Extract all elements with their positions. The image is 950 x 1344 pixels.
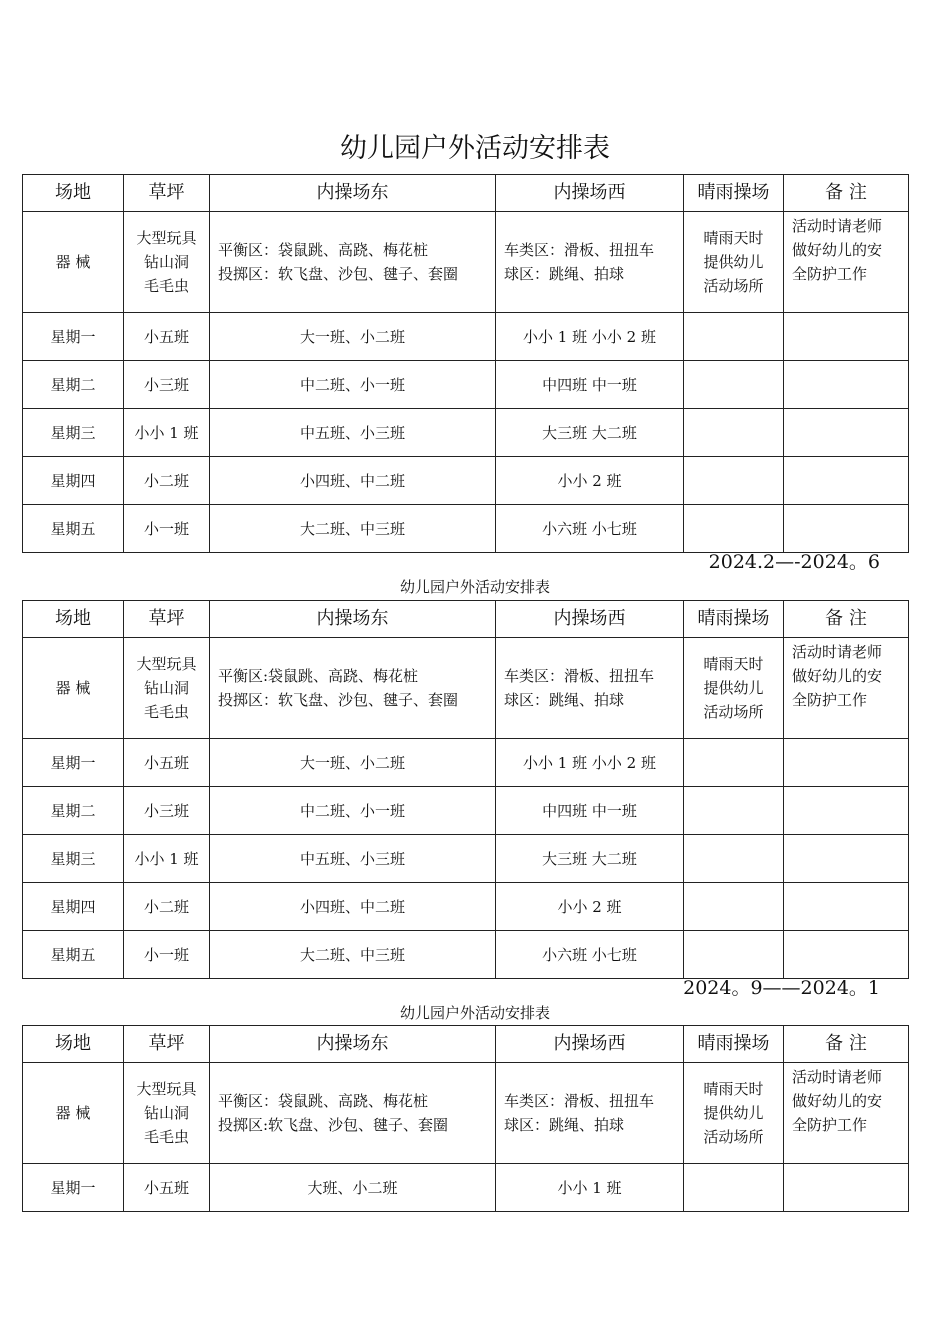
note-cell	[784, 739, 909, 787]
day-cell: 星期二	[23, 361, 124, 409]
schedule-table-2	[22, 600, 909, 979]
rain-cell	[684, 931, 784, 979]
east-equipment: 平衡区：袋鼠跳、高跷、梅花桩 投掷区：软飞盘、沙包、毽子、套圈	[210, 212, 496, 313]
west-cell: 大三班 大二班	[496, 835, 684, 883]
rain-cell	[684, 787, 784, 835]
table-row	[23, 883, 909, 931]
east-cell: 大二班、中三班	[210, 505, 496, 553]
lawn-equipment: 大型玩具 钻山洞 毛毛虫	[124, 1063, 210, 1164]
schedule-table-3	[22, 1025, 909, 1212]
header-cell: 内操场西	[496, 1026, 684, 1063]
table-row	[23, 787, 909, 835]
day-cell: 星期一	[23, 739, 124, 787]
header-cell: 内操场西	[496, 175, 684, 212]
rain-cell	[684, 835, 784, 883]
header-cell: 晴雨操场	[684, 175, 784, 212]
lawn-cell: 小二班	[124, 883, 210, 931]
west-cell: 小六班 小七班	[496, 505, 684, 553]
rain-cell	[684, 739, 784, 787]
header-row	[23, 175, 909, 212]
header-row	[23, 601, 909, 638]
lawn-cell: 小三班	[124, 361, 210, 409]
note-cell	[784, 361, 909, 409]
header-cell: 草坪	[124, 601, 210, 638]
remarks-note: 活动时请老师 做好幼儿的安 全防护工作	[784, 212, 909, 313]
east-cell: 大班、小二班	[210, 1164, 496, 1212]
note-cell	[784, 835, 909, 883]
west-equipment: 车类区：滑板、扭扭车 球区：跳绳、拍球	[496, 638, 684, 739]
rain-field-note: 晴雨天时 提供幼儿 活动场所	[684, 212, 784, 313]
note-cell	[784, 883, 909, 931]
west-cell: 小六班 小七班	[496, 931, 684, 979]
equipment-label: 器 械	[23, 638, 124, 739]
remarks-note: 活动时请老师 做好幼儿的安 全防护工作	[784, 1063, 909, 1164]
header-cell: 草坪	[124, 175, 210, 212]
header-cell: 草坪	[124, 1026, 210, 1063]
west-cell: 中四班 中一班	[496, 787, 684, 835]
note-cell	[784, 787, 909, 835]
day-cell: 星期一	[23, 313, 124, 361]
west-equipment: 车类区：滑板、扭扭车 球区：跳绳、拍球	[496, 212, 684, 313]
header-cell: 内操场东	[210, 601, 496, 638]
table-row	[23, 835, 909, 883]
day-cell: 星期一	[23, 1164, 124, 1212]
table-row	[23, 931, 909, 979]
table-title: 幼儿园户外活动安排表	[399, 1004, 550, 1022]
table-row	[23, 739, 909, 787]
day-cell: 星期二	[23, 787, 124, 835]
note-cell	[784, 313, 909, 361]
header-cell: 备 注	[784, 601, 909, 638]
header-cell: 内操场东	[210, 1026, 496, 1063]
east-cell: 小四班、中二班	[210, 457, 496, 505]
west-cell: 小小 2 班	[496, 883, 684, 931]
date-range: 2024。9——2024。1	[683, 977, 880, 999]
note-cell	[784, 1164, 909, 1212]
schedule-table-1	[22, 174, 909, 553]
equipment-label: 器 械	[23, 1063, 124, 1164]
header-cell: 内操场东	[210, 175, 496, 212]
west-cell: 小小 1 班 小小 2 班	[496, 739, 684, 787]
header-cell: 场地	[23, 1026, 124, 1063]
west-cell: 小小 2 班	[496, 457, 684, 505]
header-cell: 备 注	[784, 175, 909, 212]
day-cell: 星期三	[23, 835, 124, 883]
west-cell: 中四班 中一班	[496, 361, 684, 409]
table-row	[23, 313, 909, 361]
note-cell	[784, 409, 909, 457]
equipment-row	[23, 212, 909, 313]
rain-field-note: 晴雨天时 提供幼儿 活动场所	[684, 1063, 784, 1164]
west-cell: 小小 1 班 小小 2 班	[496, 313, 684, 361]
lawn-cell: 小一班	[124, 931, 210, 979]
note-cell	[784, 457, 909, 505]
lawn-cell: 小二班	[124, 457, 210, 505]
header-cell: 备 注	[784, 1026, 909, 1063]
header-cell: 场地	[23, 601, 124, 638]
equipment-row	[23, 638, 909, 739]
date-range: 2024.2—-2024。6	[708, 551, 880, 573]
rain-cell	[684, 457, 784, 505]
rain-cell	[684, 361, 784, 409]
header-row	[23, 1026, 909, 1063]
header-cell: 晴雨操场	[684, 1026, 784, 1063]
east-cell: 中二班、小一班	[210, 787, 496, 835]
table-row	[23, 361, 909, 409]
rain-cell	[684, 409, 784, 457]
east-cell: 大一班、小二班	[210, 313, 496, 361]
day-cell: 星期三	[23, 409, 124, 457]
west-cell: 大三班 大二班	[496, 409, 684, 457]
lawn-cell: 小五班	[124, 1164, 210, 1212]
note-cell	[784, 931, 909, 979]
west-cell: 小小 1 班	[496, 1164, 684, 1212]
header-cell: 晴雨操场	[684, 601, 784, 638]
east-cell: 小四班、中二班	[210, 883, 496, 931]
lawn-cell: 小五班	[124, 313, 210, 361]
lawn-cell: 小一班	[124, 505, 210, 553]
east-cell: 中五班、小三班	[210, 835, 496, 883]
east-cell: 中五班、小三班	[210, 409, 496, 457]
day-cell: 星期五	[23, 931, 124, 979]
lawn-cell: 小五班	[124, 739, 210, 787]
east-cell: 中二班、小一班	[210, 361, 496, 409]
table-row	[23, 505, 909, 553]
table-row	[23, 409, 909, 457]
page-title: 幼儿园户外活动安排表	[340, 133, 610, 164]
equipment-row	[23, 1063, 909, 1164]
note-cell	[784, 505, 909, 553]
lawn-equipment: 大型玩具 钻山洞 毛毛虫	[124, 212, 210, 313]
west-equipment: 车类区：滑板、扭扭车 球区：跳绳、拍球	[496, 1063, 684, 1164]
day-cell: 星期四	[23, 883, 124, 931]
east-cell: 大二班、中三班	[210, 931, 496, 979]
rain-cell	[684, 1164, 784, 1212]
lawn-cell: 小小 1 班	[124, 409, 210, 457]
remarks-note: 活动时请老师 做好幼儿的安 全防护工作	[784, 638, 909, 739]
rain-cell	[684, 505, 784, 553]
east-equipment: 平衡区：袋鼠跳、高跷、梅花桩 投掷区:软飞盘、沙包、毽子、套圈	[210, 1063, 496, 1164]
rain-cell	[684, 883, 784, 931]
table-row	[23, 1164, 909, 1212]
lawn-equipment: 大型玩具 钻山洞 毛毛虫	[124, 638, 210, 739]
lawn-cell: 小小 1 班	[124, 835, 210, 883]
lawn-cell: 小三班	[124, 787, 210, 835]
header-cell: 场地	[23, 175, 124, 212]
rain-field-note: 晴雨天时 提供幼儿 活动场所	[684, 638, 784, 739]
day-cell: 星期五	[23, 505, 124, 553]
header-cell: 内操场西	[496, 601, 684, 638]
equipment-label: 器 械	[23, 212, 124, 313]
day-cell: 星期四	[23, 457, 124, 505]
east-equipment: 平衡区:袋鼠跳、高跷、梅花桩 投掷区：软飞盘、沙包、毽子、套圈	[210, 638, 496, 739]
table-row	[23, 457, 909, 505]
rain-cell	[684, 313, 784, 361]
east-cell: 大一班、小二班	[210, 739, 496, 787]
table-title: 幼儿园户外活动安排表	[399, 578, 550, 596]
